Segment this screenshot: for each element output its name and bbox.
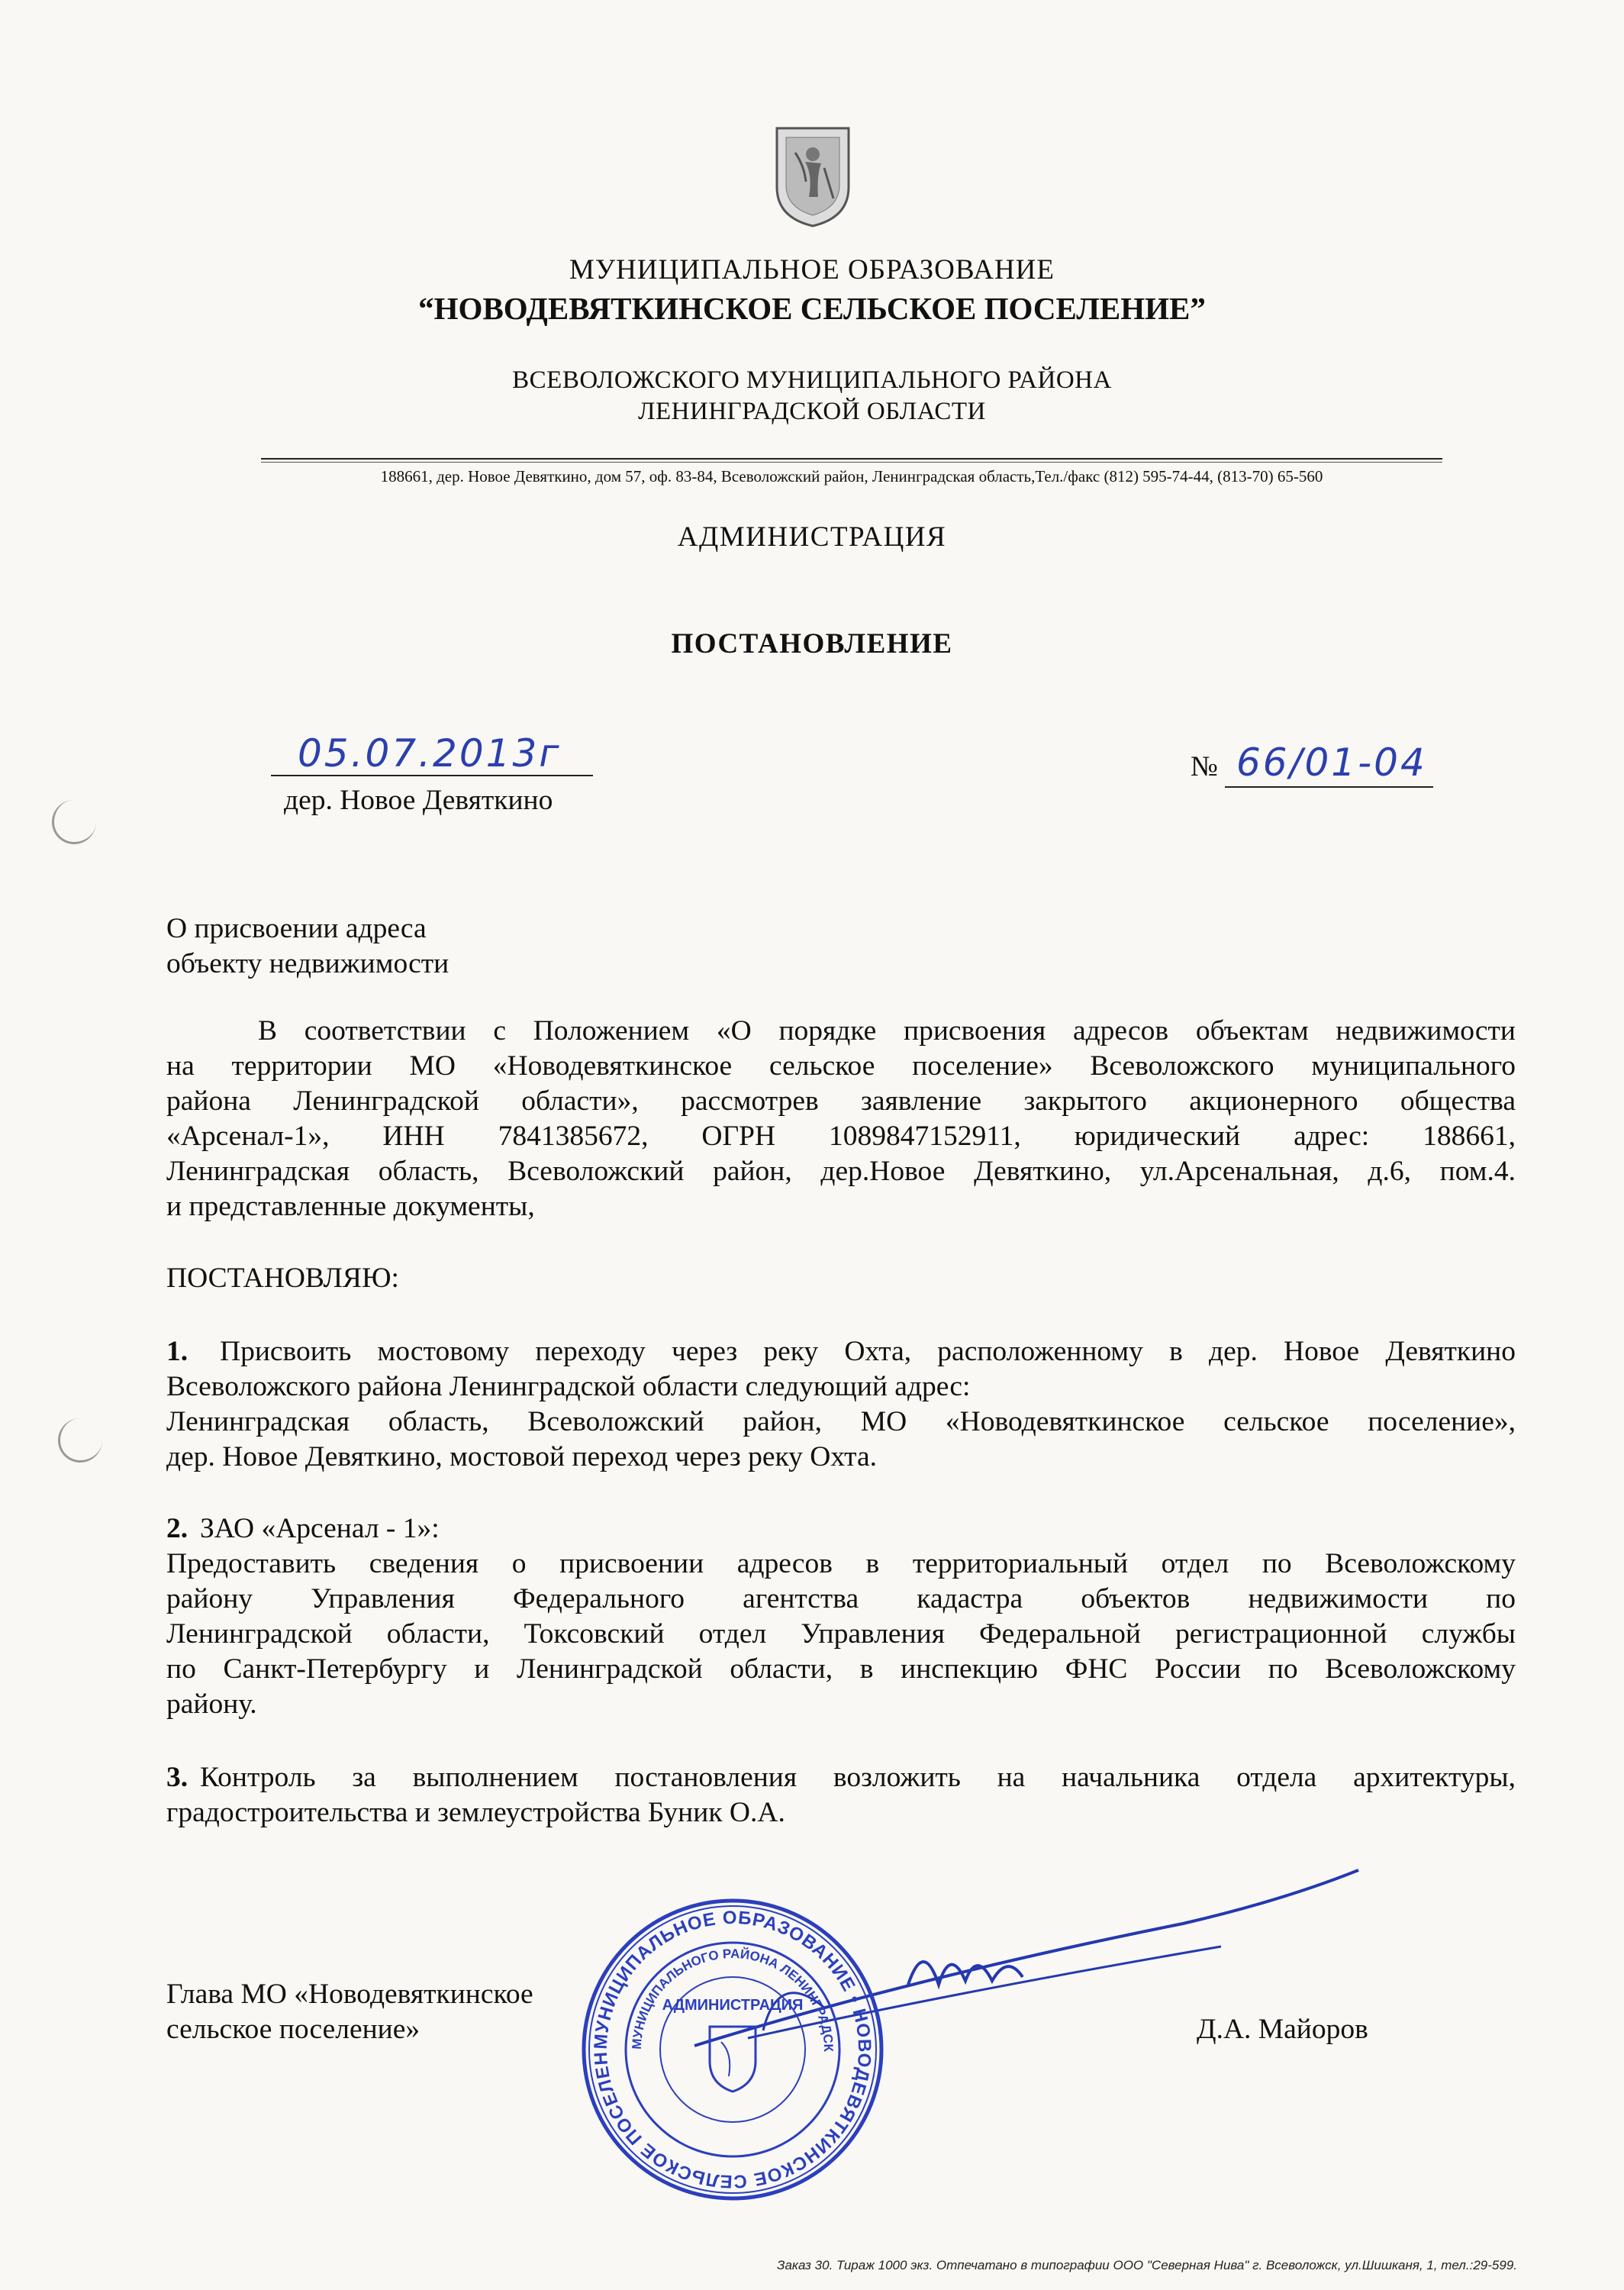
item-1-line: Всеволожского района Ленинградской области следующий адрес: <box>166 1371 971 1402</box>
official-stamp <box>580 1897 885 2202</box>
item-3-line: градостроительства и землеустройства Буник О.А. <box>166 1797 785 1828</box>
document-title: ПОСТАНОВЛЕНИЕ <box>671 628 953 660</box>
item-2-line: Ленинградской области, Токсовский отдел Управления Федеральной регистрационной службы <box>166 1618 1516 1650</box>
footer-print-info: Заказ 30. Тираж 1000 экз. Отпечатано в типографии ООО "Северная Нива" г. Всеволожск, ул.Шишканя, 1, тел.:29-599. <box>777 2258 1517 2272</box>
punch-hole-mark <box>58 1418 102 1463</box>
preamble-line: «Арсенал-1», ИНН 7841385672, ОГРН 1089847152911, юридический адрес: 188661, <box>166 1121 1516 1152</box>
subject-line-2: объекту недвижимости <box>166 948 450 979</box>
region-line-1: ВСЕВОЛОЖСКОГО МУНИЦИПАЛЬНОГО РАЙОНА <box>512 366 1112 394</box>
item-2-line: району. <box>166 1688 257 1720</box>
item-2-heading: ЗАО «Арсенал - 1»: <box>200 1513 440 1544</box>
org-line-2: “НОВОДЕВЯТКИНСКОЕ СЕЛЬСКОЕ ПОСЕЛЕНИЕ” <box>418 291 1206 326</box>
item-3-line: Контроль за выполнением постановления возложить на начальника отдела архитектуры, <box>200 1762 1516 1793</box>
punch-hole-mark <box>52 800 96 844</box>
region-line-2: ЛЕНИНГРАДСКОЙ ОБЛАСТИ <box>638 398 986 425</box>
signatory-name: Д.А. Майоров <box>1197 2014 1368 2045</box>
stamp-outer-text: МУНИЦИПАЛЬНОЕ ОБРАЗОВАНИЕ • НОВОДЕВЯТКИНСКОЕ СЕЛЬСКОЕ ПОСЕЛЕН <box>590 1907 875 2192</box>
administration-heading: АДМИНИСТРАЦИЯ <box>677 521 947 553</box>
item-1-number: 1. <box>166 1336 188 1367</box>
signatory-position-line-1: Глава МО «Новодевяткинское <box>166 1979 533 2010</box>
resolve-word: ПОСТАНОВЛЯЮ: <box>166 1263 399 1294</box>
date-handwritten: 05.07.2013г <box>298 731 562 776</box>
item-1-line: дер. Новое Девяткино, мостовой переход через реку Охта. <box>166 1441 878 1472</box>
preamble-line: и представленные документы, <box>166 1191 535 1222</box>
place: дер. Новое Девяткино <box>284 785 553 816</box>
item-2-number: 2. <box>166 1513 188 1544</box>
signatory-position-line-2: сельское поселение» <box>166 2014 420 2045</box>
header-address: 188661, дер. Новое Девяткино, дом 57, оф. 83-84, Всеволожский район, Ленинградская область,Тел./факс (812) 595-74-44, (813-70) 65-560 <box>380 467 1323 485</box>
preamble-line: В соответствии с Положением «О порядке присвоения адресов объектам недвижимости <box>258 1015 1516 1047</box>
item-1-line: Присвоить мостовому переходу через реку Охта, расположенному в дер. Новое Девяткино <box>220 1336 1516 1367</box>
number-label: № <box>1191 751 1218 782</box>
number-handwritten: 66/01-04 <box>1236 740 1427 785</box>
item-3-number: 3. <box>166 1762 188 1793</box>
stamp-inner-text: МУНИЦИПАЛЬНОГО РАЙОНА ЛЕНИНГРАДСК <box>629 1946 836 2053</box>
header-divider <box>261 458 1442 463</box>
item-2-line: Предоставить сведения о присвоении адресов в территориальный отдел по Всеволожскому <box>166 1548 1516 1579</box>
coat-of-arms-icon <box>771 122 855 229</box>
preamble-line: района Ленинградской области», рассмотрев заявление закрытого акционерного общества <box>166 1085 1516 1117</box>
org-line-1: МУНИЦИПАЛЬНОЕ ОБРАЗОВАНИЕ <box>569 254 1055 285</box>
number-line <box>1225 786 1433 788</box>
stamp-center-text: АДМИНИСТРАЦИЯ <box>662 1997 804 2014</box>
item-2-line: району Управления Федерального агентства кадастра объектов недвижимости по <box>166 1583 1516 1614</box>
item-1-line: Ленинградская область, Всеволожский район, МО «Новодевяткинское сельское поселение», <box>166 1406 1516 1437</box>
subject-line-1: О присвоении адреса <box>166 913 427 944</box>
preamble-line: на территории МО «Новодевяткинское сельское поселение» Всеволожского муниципального <box>166 1050 1516 1082</box>
preamble-line: Ленинградская область, Всеволожский район, дер.Новое Девяткино, ул.Арсенальная, д.6, пом.4. <box>166 1156 1516 1187</box>
item-2-line: по Санкт-Петербургу и Ленинградской области, в инспекцию ФНС России по Всеволожскому <box>166 1653 1516 1685</box>
